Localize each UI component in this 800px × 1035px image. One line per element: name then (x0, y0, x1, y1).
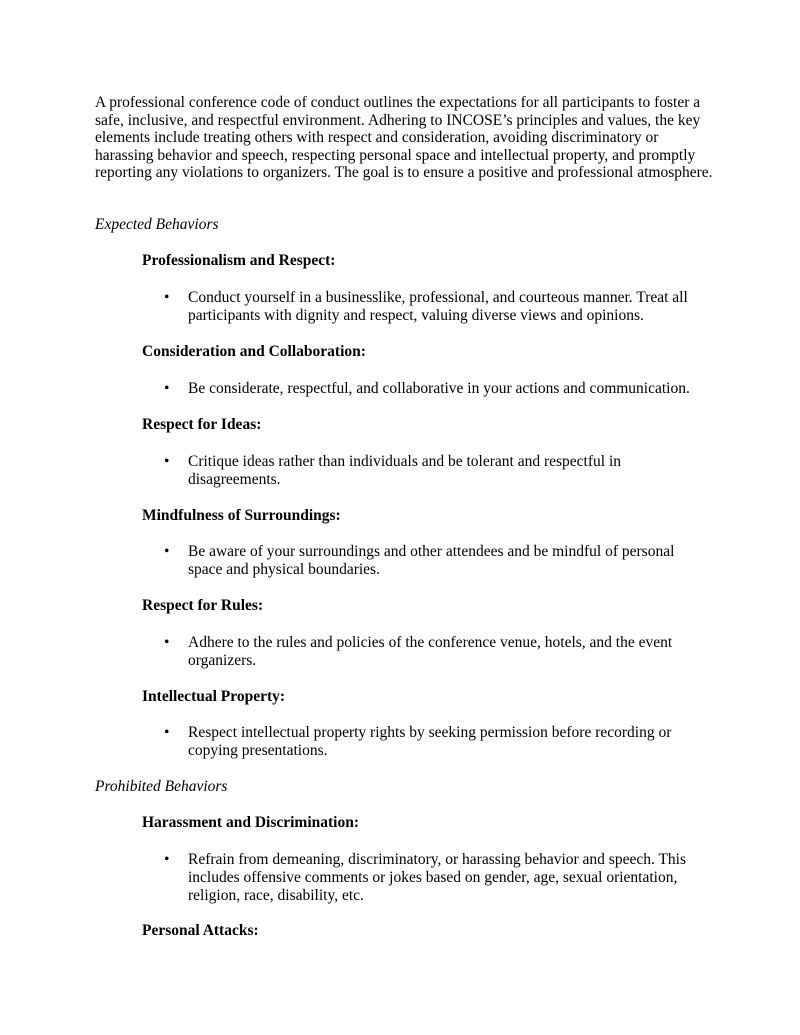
heading-personal-attacks: Personal Attacks: (142, 922, 259, 939)
heading-respect-rules: Respect for Rules: (142, 597, 264, 614)
bullet-text: Respect intellectual property rights by seeking permission before recording or copying presentations. (188, 724, 672, 759)
bullet-text: Critique ideas rather than individuals and be tolerant and respectful in disagreements. (188, 453, 622, 488)
bullet-icon: • (164, 724, 170, 741)
section-title-prohibited: Prohibited Behaviors (95, 778, 228, 795)
bullet-text: Be aware of your surroundings and other attendees and be mindful of personal space and physical boundaries. (188, 543, 675, 578)
section-title-expected: Expected Behaviors (95, 216, 219, 233)
heading-harassment: Harassment and Discrimination: (142, 814, 359, 831)
bullet-icon: • (164, 634, 170, 651)
heading-respect-ideas: Respect for Ideas: (142, 416, 262, 433)
bullet-text: Adhere to the rules and policies of the conference venue, hotels, and the event organizers. (188, 634, 673, 669)
bullet-text: Conduct yourself in a businesslike, professional, and courteous manner. Treat all participants with dignity and respect, valuing diverse views and opinions. (188, 289, 688, 324)
bullet-icon: • (164, 543, 170, 560)
heading-professionalism: Professionalism and Respect: (142, 252, 336, 269)
bullet-icon: • (164, 851, 170, 868)
heading-consideration: Consideration and Collaboration: (142, 343, 366, 360)
bullet-icon: • (164, 289, 170, 306)
intro-paragraph: A professional conference code of conduct outlines the expectations for all participants to foster a safe, inclusive, and respectful environment. Adhering to INCOSE’s principles and values, the key elements include treating others with respect and consideration, avoiding discriminatory or harassing behavior and speech, respecting personal space and intellectual property, and promptly reporting any violations to organizers. The goal is to ensure a positive and professional atmosphere. (95, 94, 713, 182)
bullet-text: Refrain from demeaning, discriminatory, or harassing behavior and speech. This includes offensive comments or jokes based on gender, age, sexual orientation, religion, race, disability, etc. (188, 851, 687, 904)
heading-intellectual-property: Intellectual Property: (142, 688, 286, 705)
heading-mindfulness: Mindfulness of Surroundings: (142, 507, 341, 524)
bullet-text: Be considerate, respectful, and collaborative in your actions and communication. (188, 380, 690, 397)
bullet-icon: • (164, 380, 170, 397)
bullet-icon: • (164, 453, 170, 470)
